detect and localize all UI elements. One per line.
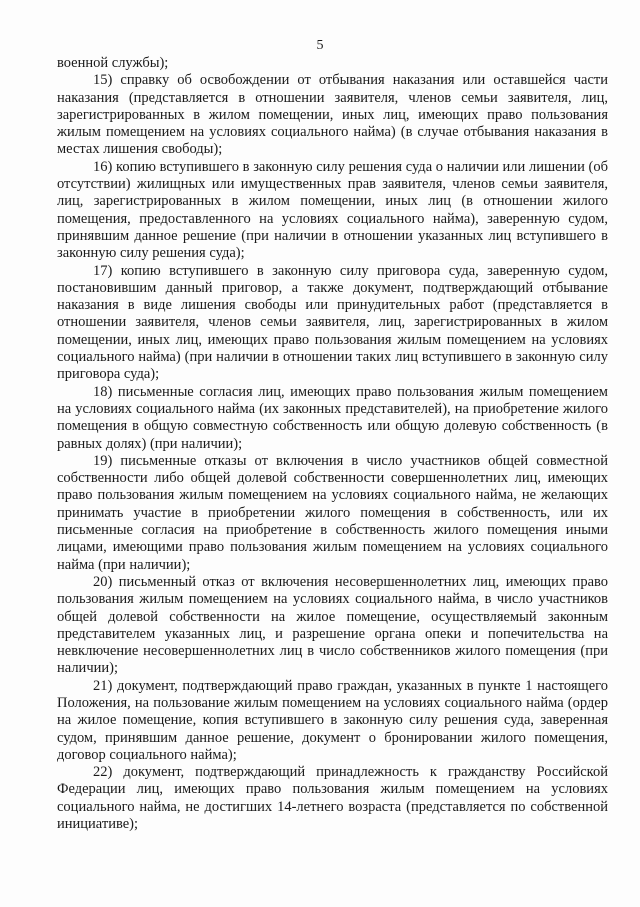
paragraph-item-22: 22) документ, подтверждающий принадлежность к гражданству Российской Федерации лиц, имеющих право пользования жилым помещением на условиях социального найма, не достигших 14-летнего возраста (представляется по собственной инициативе);	[57, 764, 608, 833]
paragraph-item-21: 21) документ, подтверждающий право граждан, указанных в пункте 1 настоящего Положения, на пользование жилым помещением на условиях социального найма (ордер на жилое помещение, копия вступившего в законную силу решения суда, заверенная судом, принявшим данное решение, документ о бронировании жилого помещения, договор социального найма);	[57, 677, 608, 763]
paragraph-item-19: 19) письменные отказы от включения в число участников общей совместной собственности либо общей долевой собственности совершеннолетних лиц, имеющих право пользования жилым помещением на условиях социального найма, не желающих принимать участие в приобретении жилого помещения в собственность, или их письменные согласия на приобретение в собственность жилого помещения иными лицами, имеющими право пользования жилым помещением на условиях социального найма (при наличии);	[57, 452, 608, 573]
paragraph-item-15: 15) справку об освобождении от отбывания наказания или оставшейся части наказания (представляется в отношении заявителя, членов семьи заявителя, лиц, зарегистрированных в жилом помещении, иных лиц, имеющих право пользования жилым помещением на условиях социального найма) (в случае отбывания наказания в местах лишения свободы);	[57, 72, 608, 158]
paragraph-item-18: 18) письменные согласия лиц, имеющих право пользования жилым помещением на условиях социального найма (их законных представителей), на приобретение жилого помещения в общую совместную собственность или общую долевую собственность (в равных долях) (при наличии);	[57, 383, 608, 452]
paragraph-item-17: 17) копию вступившего в законную силу приговора суда, заверенную судом, постановившим данный приговор, а также документ, подтверждающий отбывание наказания в виде лишения свободы или принудительных работ (представляется в отношении заявителя, членов семьи заявителя, лиц, зарегистрированных в жилом помещении, иных лиц, имеющих право пользования жилым помещением на условиях социального найма) (при наличии в отношении таких лиц вступившего в законную силу приговора суда);	[57, 262, 608, 383]
document-body	[57, 55, 608, 833]
paragraph-item-16: 16) копию вступившего в законную силу решения суда о наличии или лишении (об отсутствии) жилищных или имущественных прав заявителя, членов семьи заявителя, лиц, зарегистрированных в жилом помещении, иных лиц (в отношении жилого помещения, предоставленного на условиях социального найма), заверенную судом, принявшим данное решение (при наличии в отношении указанных лиц вступившего в законную силу решения суда);	[57, 158, 608, 262]
paragraph-item-20: 20) письменный отказ от включения несовершеннолетних лиц, имеющих право пользования жилым помещением на условиях социального найма, в число участников общей долевой собственности на жилое помещение, осуществляемый законным представителем указанных лиц, и разрешение органа опеки и попечительства на невключение несовершеннолетних лиц в число собственников жилого помещения (при наличии);	[57, 573, 608, 677]
page-number: 5	[316, 38, 324, 53]
paragraph-continuation: военной службы);	[57, 55, 169, 71]
